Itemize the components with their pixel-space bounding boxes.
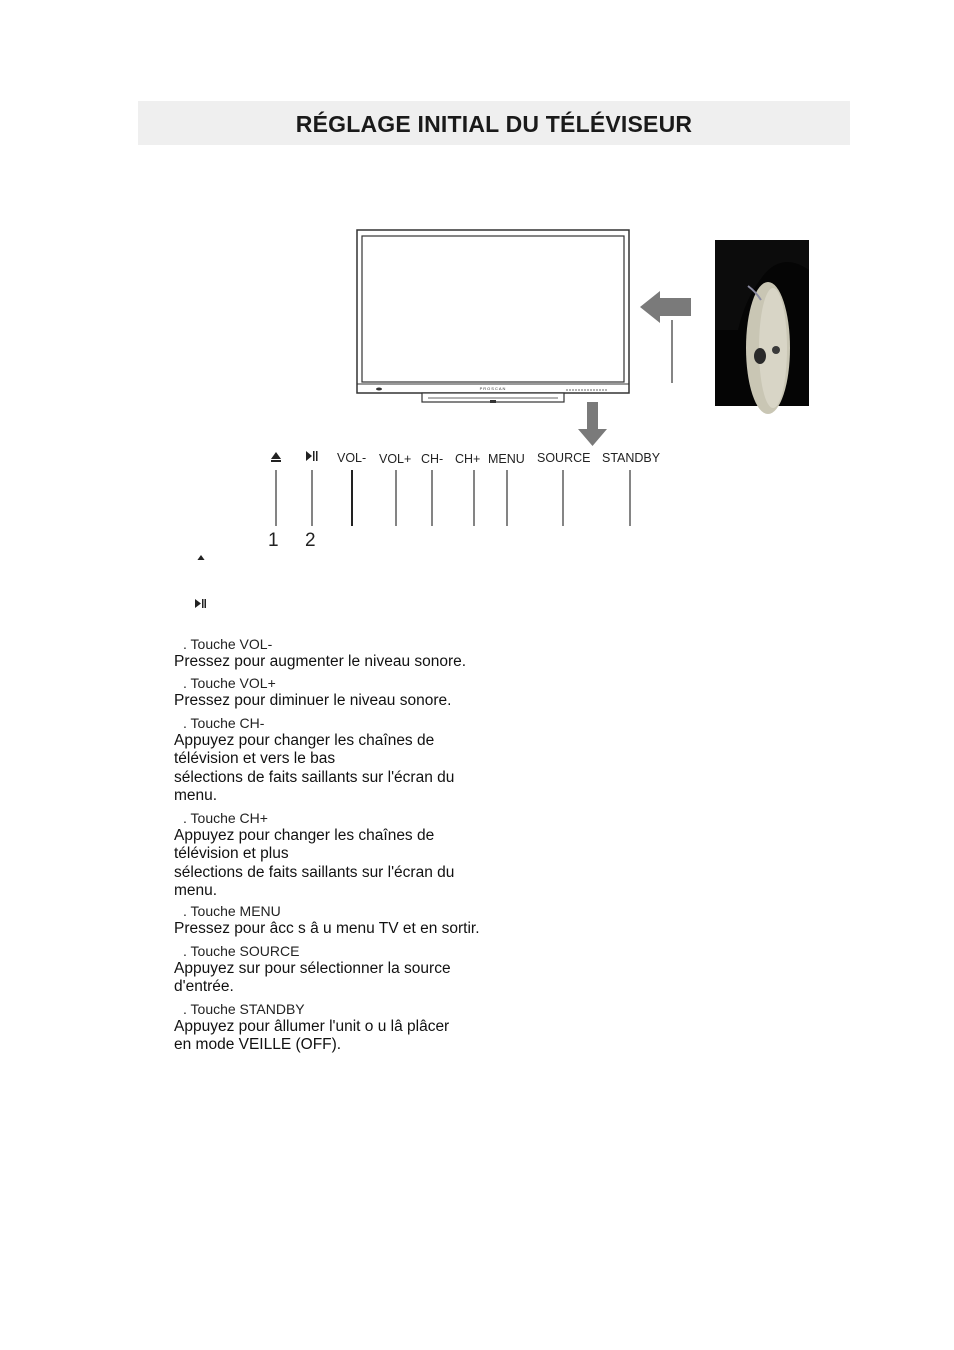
desc-heading: . Touche VOL-: [183, 636, 273, 652]
number-1: 1: [268, 530, 279, 551]
desc-heading: . Touche CH+: [183, 810, 268, 826]
desc-line: menu.: [174, 881, 218, 899]
tv-brand: PROSCAN: [479, 386, 507, 391]
tv-power-led: [376, 388, 382, 391]
desc-line: Appuyez pour âllumer l'unit o u lâ plâcer: [174, 1018, 450, 1035]
play-pause-legend-icon: [194, 598, 208, 610]
label-vol-plus: VOL+: [379, 452, 412, 466]
desc-vol-minus: [174, 636, 534, 671]
arrow-down-icon: [578, 402, 607, 446]
label-menu: MENU: [488, 452, 525, 466]
tv-screen: [362, 236, 624, 382]
desc-line: en mode VEILLE (OFF).: [174, 1036, 342, 1054]
desc-heading: . Touche STANDBY: [183, 1001, 305, 1017]
desc-vol-plus: [174, 675, 534, 710]
desc-line: d'entrée.: [174, 978, 234, 996]
label-ch-minus: CH-: [421, 452, 444, 466]
desc-line: télévision et vers le bas: [174, 750, 336, 768]
label-standby: STANDBY: [602, 451, 661, 465]
desc-line: Pressez pour diminuer le niveau sonore.: [174, 692, 452, 709]
desc-line: sélections de faits saillants sur l'écran du: [174, 768, 455, 786]
desc-line: télévision et plus: [174, 845, 289, 863]
eject-legend-icon: [196, 555, 206, 560]
play-pause-icon: [306, 451, 318, 461]
desc-line: Appuyez sur pour sélectionner la source: [174, 960, 451, 977]
desc-heading: . Touche VOL+: [183, 675, 276, 691]
number-2: 2: [305, 530, 316, 551]
desc-line: Appuyez pour changer les chaînes de: [174, 827, 435, 844]
desc-standby: [174, 1001, 534, 1055]
desc-heading: . Touche MENU: [183, 903, 281, 919]
desc-line: menu.: [174, 786, 218, 804]
eject-icon: [271, 452, 281, 462]
page-title: RÉGLAGE INITIAL DU TÉLÉVISEUR: [295, 111, 693, 137]
label-source: SOURCE: [537, 451, 591, 465]
desc-line: Pressez pour âcc s â u menu TV et en sortir.: [174, 920, 480, 937]
label-vol-minus: VOL-: [337, 451, 367, 465]
label-ch-plus: CH+: [455, 452, 481, 466]
desc-line: sélections de faits saillants sur l'écran du: [174, 863, 455, 881]
desc-menu: [174, 903, 554, 938]
desc-ch-plus: [174, 810, 534, 900]
tv-diagram: [0, 0, 954, 560]
desc-line: Appuyez pour changer les chaînes de: [174, 732, 435, 749]
desc-heading: . Touche SOURCE: [183, 943, 300, 959]
desc-line: Pressez pour augmenter le niveau sonore.: [174, 653, 467, 670]
arrow-left-icon: [640, 291, 691, 323]
desc-heading: . Touche CH-: [183, 715, 265, 731]
desc-source: [174, 943, 534, 997]
desc-ch-minus: [174, 715, 534, 805]
